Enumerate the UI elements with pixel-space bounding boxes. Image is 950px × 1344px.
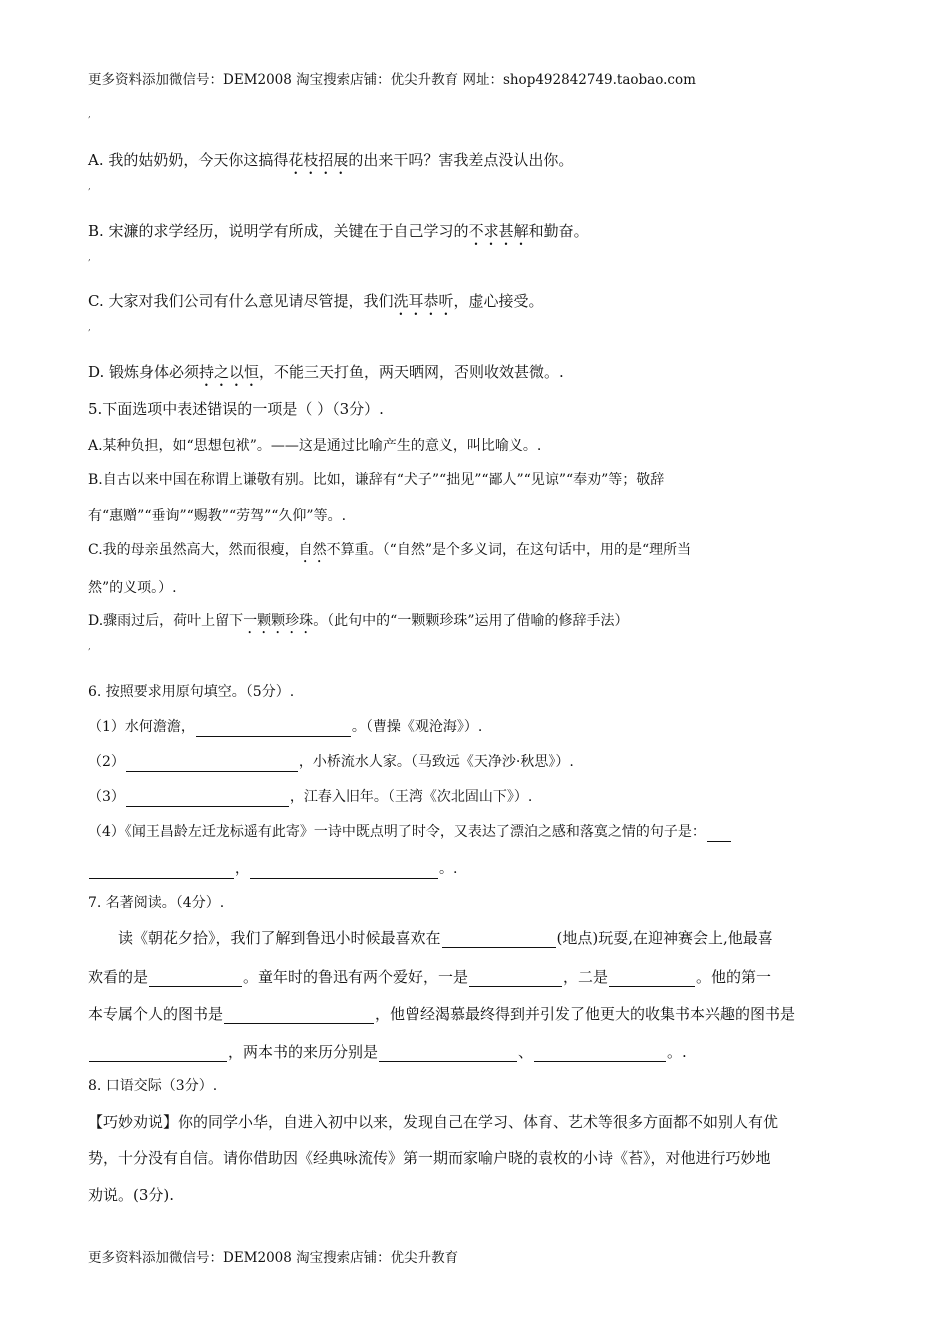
paragraph-mark: , [88,110,91,120]
q5-c-text-end: 不算重。（“自然”是个多义词，在这句话中，用的是“理所当 [326,542,692,558]
answer-blank[interactable] [126,755,298,772]
q7-stem: 7. 名著阅读。（4分）. [88,895,225,911]
page-header: 更多资料添加微信号：DEM2008 淘宝搜索店铺：优尖升教育 网址：shop492842749.taobao.com [88,72,696,88]
q4-d-emphasis: 持之以恒 [199,363,260,381]
answer-blank[interactable] [534,1045,666,1062]
q5-c-text: C.我的母亲虽然高大，然而很瘦， [88,542,299,558]
q4-d-text: D. 锻炼身体必须 [88,363,200,381]
q6-4-separator: ， [235,861,249,877]
answer-blank[interactable] [469,970,562,987]
q7-text: 。. [667,1043,687,1061]
q4-b-text: B. 宋濂的求学经历，说明学有所成，关键在于自己学习的 [88,222,469,240]
q4-option-d [88,362,564,390]
q7-text: 。童年时的鲁迅有两个爱好，一是 [243,968,469,986]
q6-item-1 [88,717,482,737]
q6-1-source: 。（曹操《观沧海》）. [351,719,483,735]
q5-stem: 5.下面选项中表述错误的一项是（ ）（3分）. [88,400,384,418]
q7-text: ，二是 [563,968,609,986]
page-footer: 更多资料添加微信号：DEM2008 淘宝搜索店铺：优尖升教育 [88,1250,459,1266]
q6-2-text: （2） [88,754,125,770]
q6-2-source: ，小桥流水人家。（马致远《天净沙·秋思》）. [298,754,574,770]
q4-option-a [88,150,573,178]
q4-option-c [88,291,544,319]
answer-blank[interactable] [442,931,556,948]
paragraph-mark: , [88,182,91,192]
answer-blank[interactable] [707,825,731,842]
q4-c-text-end: ，虚心接受。 [453,292,544,310]
q7-text: ，两本书的来历分别是 [228,1043,379,1061]
q6-3-text: （3） [88,789,125,805]
answer-blank[interactable] [89,862,234,879]
q5-option-b-line1: B.自古以来中国在称谓上谦敬有别。比如，谦辞有“犬子”“拙见”“鄙人”“见谅”“奉劝”等；敬辞 [88,472,665,488]
q7-text: ，他曾经渴慕最终得到并引发了他更大的收集书本兴趣的图书是 [375,1005,796,1023]
q5-option-c-line2: 然”的义项。）. [88,580,177,596]
q4-a-text-end: 的出来干吗？害我差点没认出你。 [348,151,574,169]
q5-option-d [88,611,629,637]
answer-blank[interactable] [89,1045,227,1062]
q6-item-2 [88,752,574,772]
answer-blank[interactable] [224,1007,374,1024]
q4-c-text: C. 大家对我们公司有什么意见请尽管提，我们 [88,292,394,310]
q6-item-3 [88,787,532,807]
q8-line3: 劝说。(3分). [88,1186,175,1204]
q5-d-emphasis: 一颗颗珍珠 [243,613,314,629]
q6-4-text: （4）《闻王昌龄左迁龙标遥有此寄》一诗中既点明了时令，又表达了漂泊之感和落寞之情的句子是： [88,824,706,840]
answer-blank[interactable] [149,970,242,987]
q4-a-text: A. 我的姑奶奶，今天你这搞得 [88,151,289,169]
q6-1-text: （1）水何澹澹， [88,719,195,735]
q7-text: (地点)玩耍,在迎神赛会上,他最喜 [556,929,773,947]
q7-para-line3 [88,1004,795,1024]
q7-text: 读《朝花夕拾》，我们了解到鲁迅小时候最喜欢在 [118,929,441,947]
q5-option-c-line1 [88,540,691,566]
q5-option-a: A.某种负担，如“思想包袱”。——这是通过比喻产生的意义，叫比喻义。. [88,438,542,454]
answer-blank[interactable] [250,862,438,879]
q8-stem: 8. 口语交际（3分）. [88,1078,218,1094]
paragraph-mark: , [88,323,91,333]
q8-line1: 【巧妙劝说】你的同学小华，自进入初中以来，发现自己在学习、体育、艺术等很多方面都不如别人有优 [88,1113,779,1131]
q5-d-text-end: 。（此句中的“一颗颗珍珠”运用了借喻的修辞手法） [313,613,629,629]
q7-para-line1 [88,928,773,948]
q4-a-emphasis: 花枝招展 [288,151,349,169]
answer-blank[interactable] [379,1045,517,1062]
q4-d-text-end: ，不能三天打鱼，两天晒网，否则收效甚微。. [259,363,564,381]
q6-3-source: ，江春入旧年。（王湾《次北固山下》）. [289,789,533,805]
q7-text: 欢看的是 [88,968,149,986]
q7-text: 。他的第一 [696,968,772,986]
answer-blank[interactable] [126,790,289,807]
q7-text: 、 [518,1043,534,1061]
q7-para-line2 [88,967,771,987]
q7-para-line4 [88,1042,687,1062]
q6-4-end: 。. [439,861,458,877]
q4-option-b [88,221,589,249]
q4-b-emphasis: 不求甚解 [468,222,529,240]
q4-c-emphasis: 洗耳恭听 [393,292,454,310]
answer-blank[interactable] [196,720,351,737]
answer-blank[interactable] [609,970,695,987]
q6-item-4 [88,822,732,842]
q4-b-text-end: 和勤奋。 [528,222,589,240]
paragraph-mark: , [88,642,91,652]
paragraph-mark: , [88,253,91,263]
q5-d-text: D.骤雨过后，荷叶上留下 [88,613,244,629]
q5-c-emphasis: 自然 [298,542,327,558]
q8-line2: 势，十分没有自信。请你借助因《经典咏流传》第一期而家喻户晓的袁枚的小诗《苔》，对他进行巧妙地 [88,1149,771,1167]
q7-text: 本专属个人的图书是 [88,1005,224,1023]
q6-stem: 6. 按照要求用原句填空。（5分）. [88,684,295,700]
q5-option-b-line2: 有“惠赠”“垂询”“赐教”“劳驾”“久仰”等。. [88,508,347,524]
q6-item-4-line2 [88,859,457,879]
